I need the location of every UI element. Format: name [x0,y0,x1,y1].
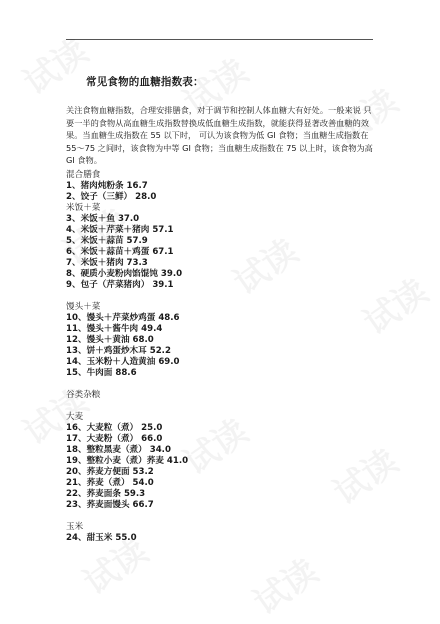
item-number: 4、 [66,225,81,235]
list-item [66,357,376,368]
food-gi-list [66,170,376,544]
food-name: 米饭＋鱼 [80,214,118,224]
item-number: 7、 [66,258,81,268]
gi-value: 39.0 [160,269,183,279]
food-name: 猪肉炖粉条 [80,181,127,191]
gi-value: 57.1 [152,225,174,235]
food-name: 包子（芹菜猪肉） [80,280,153,290]
list-item [66,258,376,269]
gi-value: 66.7 [132,500,154,510]
gi-value: 59.3 [123,489,146,499]
list-item [66,269,376,280]
item-number: 23、 [66,500,87,510]
item-number: 1、 [66,181,81,191]
item-number: 9、 [66,280,81,290]
item-number: 13、 [66,346,87,356]
category-heading: 大麦 [66,412,84,422]
list-item [66,423,376,434]
food-name: 甜玉米 [86,533,116,543]
list-item [66,324,376,335]
gi-value: 34.0 [149,445,171,455]
food-name: 米饭＋猪肉 [80,258,127,268]
item-number: 3、 [66,214,81,224]
item-number: 18、 [66,445,87,455]
item-number: 22、 [66,489,87,499]
food-name: 整粒黑麦（煮） [86,445,150,455]
list-item [66,434,376,445]
list-item [66,280,376,291]
item-number: 8、 [66,269,81,279]
watermark [242,545,326,624]
item-number: 5、 [66,236,81,246]
gi-value: 73.3 [126,258,148,268]
spacer [66,291,376,302]
food-name: 荞麦方便面 [86,467,133,477]
header-rule [66,39,373,40]
food-name: 馒头＋酱牛肉 [86,324,142,334]
intro-paragraph [66,104,376,167]
list-item [66,533,376,544]
gi-value: 54.0 [132,478,154,488]
gi-value: 57.9 [126,236,148,246]
item-number: 12、 [66,335,87,345]
gi-value: 66.0 [141,434,163,444]
food-name: 大麦粒（煮） [86,423,142,433]
gi-value: 25.0 [141,423,163,433]
food-name: 馒头＋芹菜炒鸡蛋 [86,313,159,323]
list-item [66,478,376,489]
list-item [66,445,376,456]
gi-value: 69.0 [158,357,180,367]
item-number: 21、 [66,478,87,488]
list-item [66,313,376,324]
category-heading: 混合膳食 [66,170,101,180]
item-number: 20、 [66,467,87,477]
list-item [66,214,376,225]
spacer [66,511,376,522]
intro-text: 关注食物血糖指数，合理安排膳食，对于调节和控制人体血糖大有好处。一般来说 只要一半的食物从高血糖生成指数替换成低血糖生成指数，就能获得显著改善血糖的效果。当血糖生成指数在 55 以下时， 可认为该食物为低 GI 食物；当血糖生成指数在 55～75 之间时，该食物为中等 GI 食物；当血糖生成指数在 75 以上时，该食物为高 GI 食物。 [66,105,373,166]
item-number: 11、 [66,324,87,334]
item-number: 10、 [66,313,87,323]
food-name: 米饭＋蒜苗 [80,236,127,246]
gi-value: 55.0 [115,533,137,543]
list-item [66,236,376,247]
food-name: 荞麦（煮） [86,478,133,488]
list-item [66,335,376,346]
item-number: 2、 [66,192,81,202]
food-name: 饼＋鸡蛋炒木耳 [86,346,150,356]
food-name: 米饭＋芹菜＋猪肉 [80,225,153,235]
page-title: 常见食物的血糖指数表： [86,76,204,88]
list-item [66,192,376,203]
spacer [66,379,376,390]
item-number: 24、 [66,533,87,543]
food-name: 牛肉面 [86,368,116,378]
list-item [66,181,376,192]
food-name: 整粒小麦（煮）荞麦 [86,456,167,466]
food-name: 荞麦面馒头 [86,500,133,510]
list-item [66,489,376,500]
list-item [66,247,376,258]
item-number: 6、 [66,247,81,257]
item-number: 17、 [66,434,87,444]
gi-value: 41.0 [166,456,189,466]
watermark [12,25,96,104]
food-name: 大麦粉（煮） [86,434,142,444]
item-number: 19、 [66,456,87,466]
list-item [66,368,376,379]
gi-value: 16.7 [126,181,148,191]
spacer [66,401,376,412]
gi-value: 28.0 [135,192,157,202]
category-heading: 玉米 [66,522,84,532]
gi-value: 88.6 [115,368,137,378]
list-item [66,500,376,511]
list-item [66,346,376,357]
gi-value: 37.0 [117,214,140,224]
food-name: 硬质小麦粉肉馅馄饨 [80,269,161,279]
food-name: 玉米粉＋人造黄油 [86,357,159,367]
category-heading: 米饭＋菜 [66,203,101,213]
list-item [66,467,376,478]
list-item [66,225,376,236]
item-number: 14、 [66,357,87,367]
gi-value: 48.6 [158,313,180,323]
gi-value: 39.1 [152,280,174,290]
gi-value: 52.2 [149,346,171,356]
gi-value: 67.1 [152,247,174,257]
item-number: 16、 [66,423,87,433]
item-number: 15、 [66,368,87,378]
category-heading: 谷类杂粮 [66,390,101,400]
food-name: 馒头＋黄油 [86,335,133,345]
food-name: 饺子（三鲜） [80,192,136,202]
food-name: 荞麦面条 [86,489,124,499]
food-name: 米饭＋蒜苗＋鸡蛋 [80,247,153,257]
gi-value: 68.0 [132,335,154,345]
category-heading: 馒头＋菜 [66,302,101,312]
gi-value: 49.4 [141,324,163,334]
list-item [66,456,376,467]
gi-value: 53.2 [132,467,154,477]
